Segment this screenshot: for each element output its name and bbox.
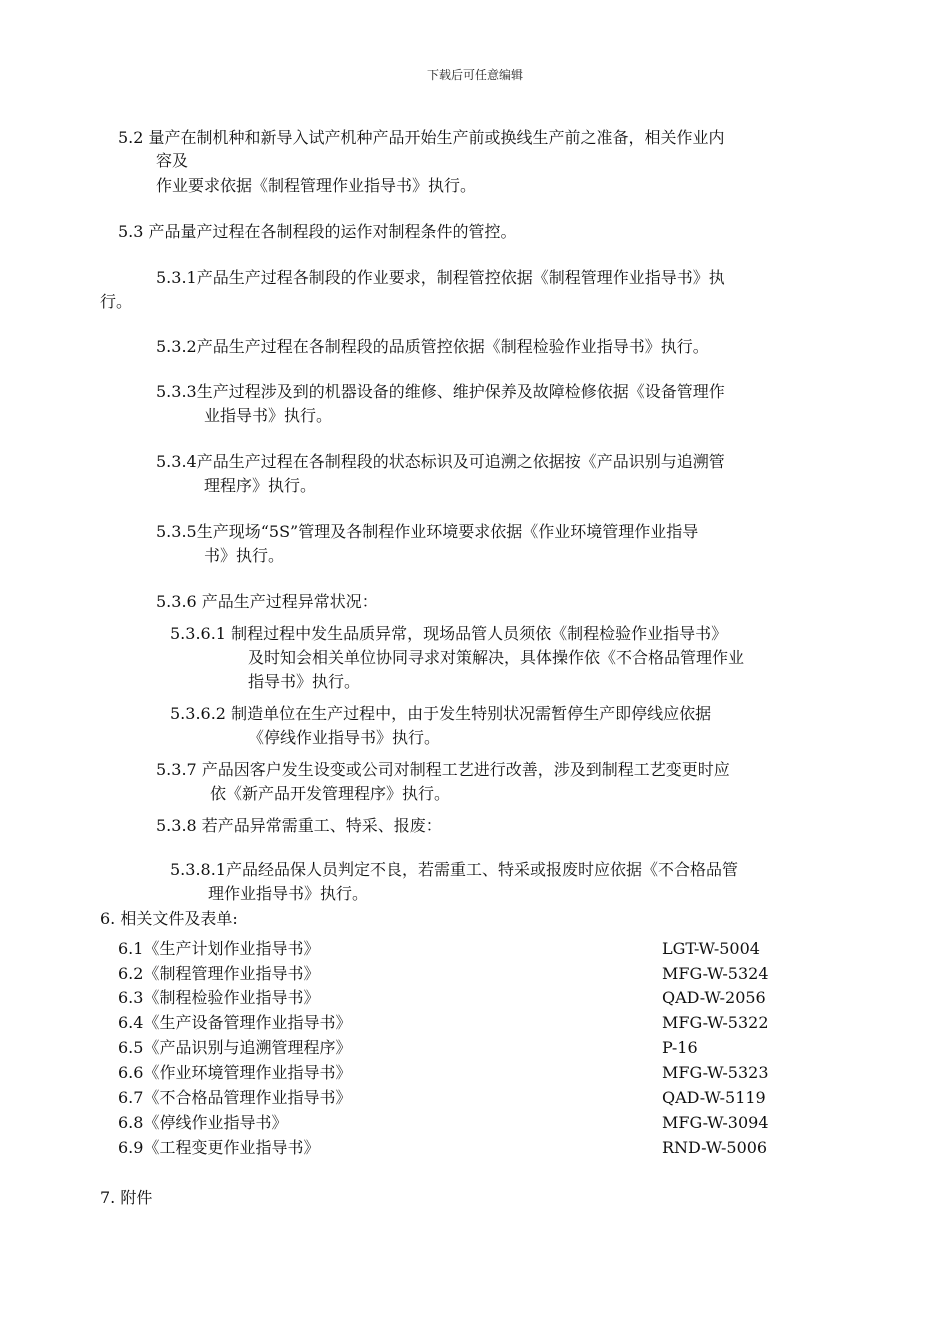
para-5-3-2: 5.3.2产品生产过程在各制程段的品质管控依据《制程检验作业指导书》执行。 [156, 337, 709, 356]
para-5-3-4-line1: 5.3.4产品生产过程在各制程段的状态标识及可追溯之依据按《产品识别与追溯管 [156, 452, 725, 471]
para-5-2-line3: 作业要求依据《制程管理作业指导书》执行。 [156, 176, 477, 195]
para-5-3-1-line2: 行。 [100, 292, 133, 311]
section-6-heading: 6. 相关文件及表单: [100, 909, 238, 928]
document-code: MFG-W-5322 [662, 1013, 769, 1032]
document-name: 6.1《生产计划作业指导书》 [118, 939, 320, 958]
para-5-3-8: 5.3.8 若产品异常需重工、特采、报废： [156, 816, 442, 835]
document-code: RND-W-5006 [662, 1138, 768, 1157]
para-5-3-3-line1: 5.3.3生产过程涉及到的机器设备的维修、维护保养及故障检修依据《设备管理作 [156, 382, 725, 401]
para-5-2-line1: 5.2 量产在制机种和新导入试产机种产品开始生产前或换线生产前之准备，相关作业内 [118, 128, 725, 147]
para-5-3-6-2-line1: 5.3.6.2 制造单位在生产过程中，由于发生特别状况需暂停生产即停线应依据 [170, 704, 712, 723]
document-code: MFG-W-3094 [662, 1113, 769, 1132]
document-name: 6.4《生产设备管理作业指导书》 [118, 1013, 352, 1032]
para-5-3-1-line1: 5.3.1产品生产过程各制段的作业要求，制程管控依据《制程管理作业指导书》执 [156, 268, 725, 287]
para-5-3-5-line2: 书》执行。 [204, 546, 285, 565]
para-5-3-3-line2: 业指导书》执行。 [204, 406, 333, 425]
document-name: 6.9《工程变更作业指导书》 [118, 1138, 320, 1157]
document-code: LGT-W-5004 [662, 939, 760, 958]
para-5-3-6-1-line3: 指导书》执行。 [248, 672, 361, 691]
document-name: 6.7《不合格品管理作业指导书》 [118, 1088, 352, 1107]
para-5-3-7-line1: 5.3.7 产品因客户发生设变或公司对制程工艺进行改善，涉及到制程工艺变更时应 [156, 760, 730, 779]
para-5-3-7-line2: 依《新产品开发管理程序》执行。 [210, 784, 451, 803]
para-5-3-8-1-line2: 理作业指导书》执行。 [208, 884, 369, 903]
para-5-2-line2: 容及 [156, 151, 189, 170]
para-5-3-5-line1: 5.3.5生产现场“5S”管理及各制程作业环境要求依据《作业环境管理作业指导 [156, 522, 699, 541]
document-code: QAD-W-5119 [662, 1088, 766, 1107]
document-code: MFG-W-5324 [662, 964, 769, 983]
document-name: 6.3《制程检验作业指导书》 [118, 988, 320, 1007]
para-5-3-6-1-line2: 及时知会相关单位协同寻求对策解决，具体操作依《不合格品管理作业 [248, 648, 745, 667]
document-name: 6.2《制程管理作业指导书》 [118, 964, 320, 983]
para-5-3-4-line2: 理程序》执行。 [204, 476, 317, 495]
para-5-3-6: 5.3.6 产品生产过程异常状况： [156, 592, 378, 611]
document-name: 6.5《产品识别与追溯管理程序》 [118, 1038, 352, 1057]
document-code: MFG-W-5323 [662, 1063, 769, 1082]
document-name: 6.6《作业环境管理作业指导书》 [118, 1063, 352, 1082]
section-7-heading: 7. 附件 [100, 1188, 153, 1207]
document-code: P-16 [662, 1038, 698, 1057]
para-5-3-6-2-line2: 《停线作业指导书》执行。 [248, 728, 441, 747]
para-5-3-8-1-line1: 5.3.8.1产品经品保人员判定不良，若需重工、特采或报废时应依据《不合格品管 [170, 860, 738, 879]
document-name: 6.8《停线作业指导书》 [118, 1113, 288, 1132]
page-header: 下载后可任意编辑 [426, 68, 523, 82]
para-5-3: 5.3 产品量产过程在各制程段的运作对制程条件的管控。 [118, 222, 517, 241]
document-code: QAD-W-2056 [662, 988, 766, 1007]
para-5-3-6-1-line1: 5.3.6.1 制程过程中发生品质异常，现场品管人员须依《制程检验作业指导书》 [170, 624, 728, 643]
